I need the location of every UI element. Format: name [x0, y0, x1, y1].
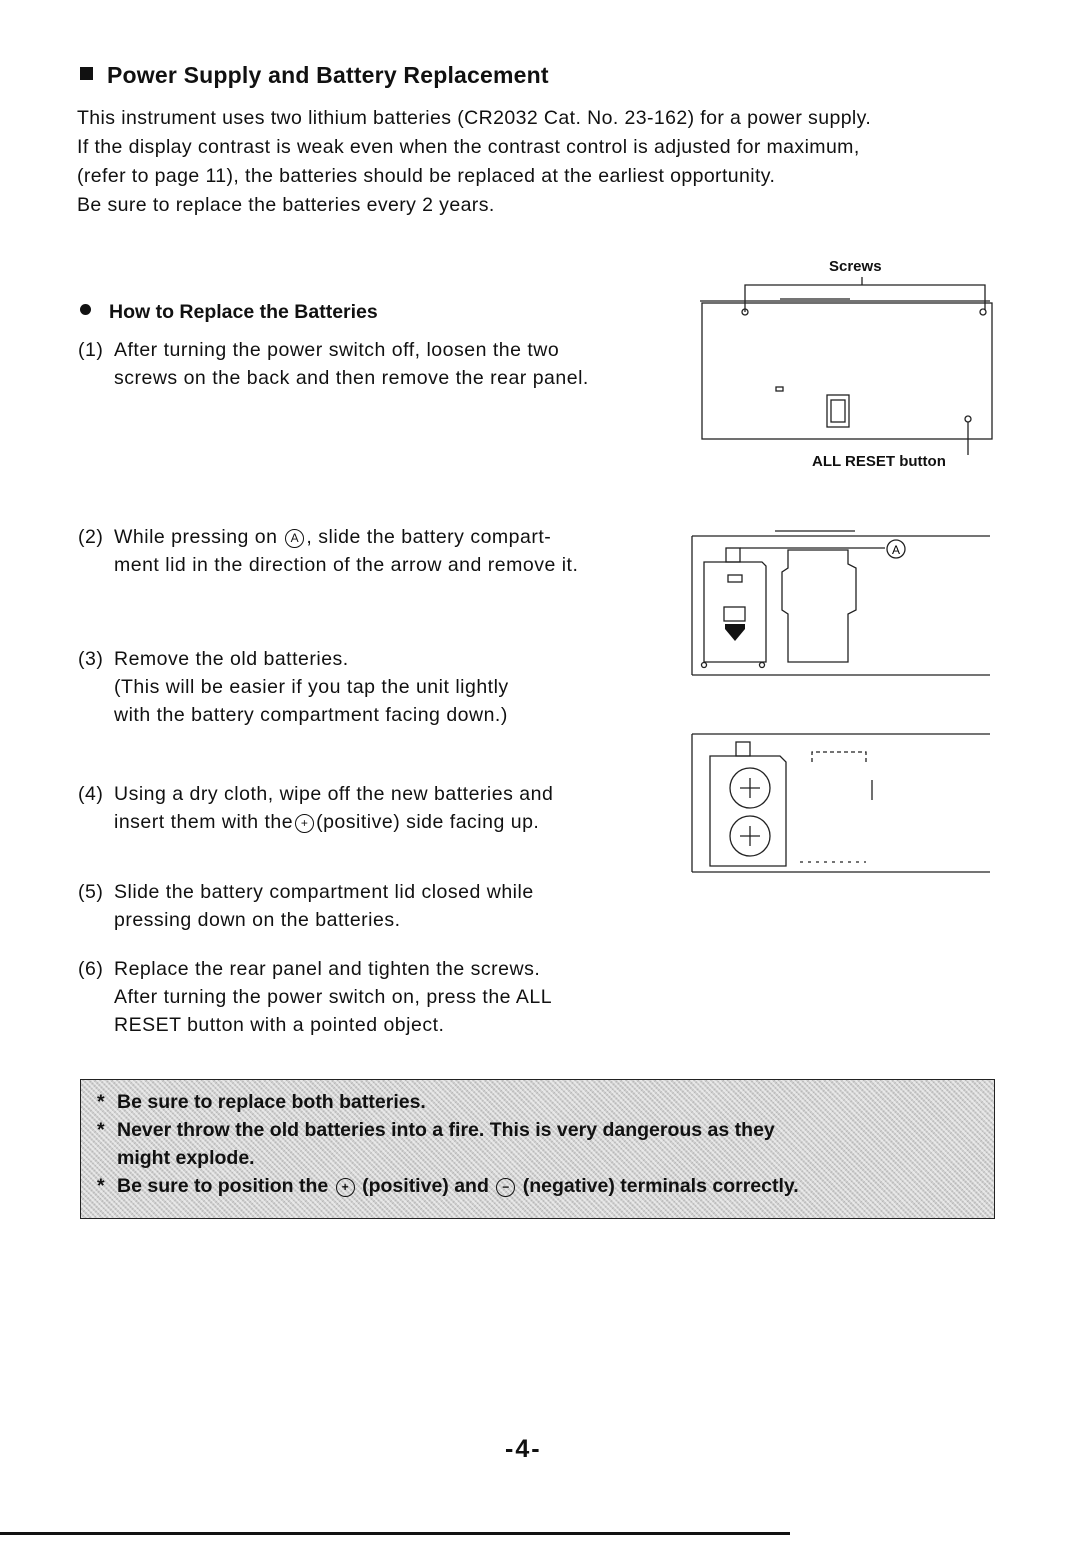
asterisk-icon: * — [97, 1119, 105, 1141]
battery-drawing — [692, 734, 990, 872]
step-text: ment lid in the direction of the arrow and remove it. — [114, 554, 579, 576]
intro-line: (refer to page 11), the batteries should be replaced at the earliest opportunity. — [77, 165, 776, 187]
plus-icon: + — [336, 1178, 355, 1197]
minus-icon: − — [496, 1178, 515, 1197]
step-text: (This will be easier if you tap the unit lightly — [114, 676, 509, 698]
warning-line: * Be sure to replace both batteries. — [117, 1088, 978, 1116]
step-text: Using a dry cloth, wipe off the new batteries and — [114, 783, 554, 805]
step-text: After turning the power switch on, press the ALL — [114, 986, 553, 1008]
warning-line: might explode. — [117, 1147, 255, 1169]
intro-line: If the display contrast is weak even when the contrast control is adjusted for maximum, — [77, 136, 860, 158]
all-reset-label: ALL RESET button — [812, 453, 946, 470]
step-text: After turning the power switch off, loosen the two — [114, 339, 560, 361]
bottom-rule — [0, 1532, 790, 1535]
warning-line: * Never throw the old batteries into a fire. This is very dangerous as they — [117, 1116, 978, 1144]
plus-icon: + — [295, 814, 314, 833]
asterisk-icon: * — [97, 1175, 105, 1197]
step-text: Replace the rear panel and tighten the screws. — [114, 958, 541, 980]
step-text: screws on the back and then remove the rear panel. — [114, 367, 589, 389]
page-number: -4- — [505, 1435, 542, 1463]
step-text: Remove the old batteries. — [114, 648, 349, 670]
step-text: Slide the battery compartment lid closed while — [114, 881, 534, 903]
step-number: (2) — [78, 526, 104, 548]
warning-box — [80, 1079, 995, 1219]
step-number: (5) — [78, 881, 104, 903]
step-text: insert them with the + (positive) side facing up. — [114, 811, 540, 833]
marker-a-label: A — [891, 543, 901, 557]
step-number: (4) — [78, 783, 104, 805]
step-number: (1) — [78, 339, 104, 361]
marker-a-icon: A — [285, 529, 304, 548]
warning-line: * Be sure to position the + (positive) and − (negative) terminals correctly. — [117, 1172, 978, 1200]
subsection-heading: How to Replace the Batteries — [80, 301, 378, 324]
step-text: RESET button with a pointed object. — [114, 1014, 445, 1036]
step-text: with the battery compartment facing down.) — [114, 704, 508, 726]
intro-line: This instrument uses two lithium batteries (CR2032 Cat. No. 23-162) for a power supply. — [77, 107, 872, 129]
section-heading: Power Supply and Battery Replacement — [80, 62, 549, 89]
step-text: While pressing on A , slide the battery compart- — [114, 526, 552, 548]
step-number: (6) — [78, 958, 104, 980]
screws-label: Screws — [829, 258, 882, 275]
step-text: pressing down on the batteries. — [114, 909, 401, 931]
asterisk-icon: * — [97, 1091, 105, 1113]
step-number: (3) — [78, 648, 104, 670]
intro-line: Be sure to replace the batteries every 2 years. — [77, 194, 495, 216]
